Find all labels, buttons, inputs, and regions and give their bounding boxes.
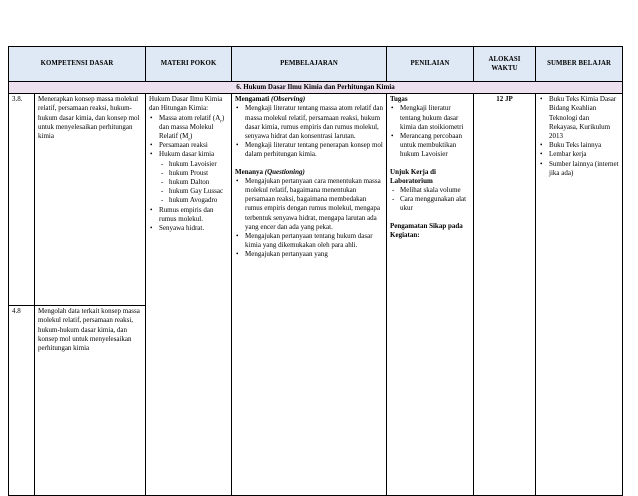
mengamati-en: (Observing) bbox=[270, 95, 306, 104]
penilaian-cell bbox=[387, 94, 474, 496]
section-row bbox=[9, 82, 623, 94]
menanya-en: (Questioning) bbox=[264, 167, 305, 176]
list-item: - Cara menggunakan alat ukur bbox=[390, 195, 470, 213]
subscript: r bbox=[188, 137, 191, 143]
sumber-cell bbox=[536, 94, 623, 496]
materi-cell bbox=[146, 94, 232, 496]
list-item: - Melihat skala volume bbox=[390, 186, 470, 195]
list-item: • Mengkaji literatur tentang penerapan konsep mol dalam perhitungan kimia. bbox=[235, 141, 383, 159]
list-item: • Sumber lainnya (internet jika ada) bbox=[539, 160, 619, 178]
list-item: - hukum Proust bbox=[159, 169, 228, 178]
list-item: • Rumus empiris dan rumus molekul. bbox=[149, 206, 228, 224]
materi-list bbox=[149, 114, 228, 234]
syllabus-table bbox=[8, 46, 623, 496]
pembelajaran-cell bbox=[232, 94, 387, 496]
list-item: • Mengkaji literatur tentang massa atom relatif dan massa molekul relatif, persamaan reaksi, hukum dasar kimia, rumus empiris dan rumus molekul, senyawa hidrat dan konsentrasi larutan. bbox=[235, 104, 383, 141]
kd-number: 3.8. bbox=[9, 94, 35, 306]
header-materi-pokok: MATERI POKOK bbox=[146, 47, 232, 82]
unjuk-kerja-heading: Unjuk Kerja di Laboratorium bbox=[390, 167, 436, 185]
pengamatan-heading: Pengamatan Sikap pada Kegiatan: bbox=[390, 221, 463, 239]
materi-hukum-dasar: Hukum dasar kimia bbox=[159, 150, 215, 159]
list-item: - hukum Avogadro bbox=[159, 196, 228, 205]
table-row bbox=[9, 94, 623, 306]
list-item: • Persamaan reaksi bbox=[149, 141, 228, 150]
list-item: • Buku Teks Kimia Dasar Bidang Keahlian Teknologi dan Rekayasa, Kurikulum 2013 bbox=[539, 95, 619, 141]
menanya-list bbox=[235, 177, 383, 260]
list-item: - hukum Gay Lussac bbox=[159, 187, 228, 196]
list-item: • Mengajukan pertanyaan tentang hukum dasar kimia yang dikemukakan oleh para ahli. bbox=[235, 232, 383, 250]
mengamati-list bbox=[235, 104, 383, 159]
header-pembelajaran: PEMBELAJARAN bbox=[232, 47, 387, 82]
section-title: 6. Hukum Dasar Ilmu Kimia dan Perhitungan Kimia bbox=[9, 82, 623, 94]
list-item: • Mengajukan pertanyaan cara menentukan massa molekul relatif, bagaimana menentukan persamaan reaksi, bagaimana membedakan rumus empiris dengan rumus molekul, mengapa terbentuk senyawa hidrat, mengapa larutan ada yang encer dan ada yang pekat. bbox=[235, 177, 383, 232]
list-item: • Mengkaji literatur tentang hukum dasar kimia dan stoikiometri bbox=[390, 104, 470, 132]
list-item: - hukum Lavoisier bbox=[159, 160, 228, 169]
tugas-heading: Tugas bbox=[390, 95, 408, 104]
list-item: - hukum Dalton bbox=[159, 178, 228, 187]
hukum-list bbox=[159, 160, 228, 206]
mengamati-label: Mengamati bbox=[235, 95, 270, 104]
header-penilaian: PENILAIAN bbox=[387, 47, 474, 82]
header-alokasi-waktu: ALOKASI WAKTU bbox=[474, 47, 536, 82]
list-item: • Senyawa hidrat. bbox=[149, 224, 228, 233]
tugas-list bbox=[390, 104, 470, 159]
menanya-heading bbox=[235, 168, 383, 177]
materi-massa-atom-end: ) bbox=[190, 132, 193, 141]
list-item: • Buku Teks lainnya bbox=[539, 141, 619, 150]
materi-massa-atom: Massa atom relatif (A bbox=[159, 113, 221, 122]
sumber-list bbox=[539, 95, 619, 178]
list-item: • Lembar kerja bbox=[539, 150, 619, 159]
kd-number: 4.8 bbox=[9, 306, 35, 496]
table-header-row bbox=[9, 47, 623, 82]
kd-text: Menerapkan konsep massa molekul relatif, persamaan reaksi, hukum-hukum dasar kimia, dan konsep mol untuk menyelesaikan perhitungan kimia bbox=[35, 94, 146, 306]
menanya-label: Menanya bbox=[235, 167, 264, 176]
unjuk-list bbox=[390, 186, 470, 214]
subscript: r bbox=[220, 119, 222, 124]
materi-massa-atom-mid: ) dan massa Molekul Relatif (M bbox=[159, 113, 225, 141]
header-kompetensi-dasar: KOMPETENSI DASAR bbox=[9, 47, 146, 82]
list-item: • Mengajukan pertanyaan yang bbox=[235, 250, 383, 259]
header-sumber-belajar: SUMBER BELAJAR bbox=[536, 47, 623, 82]
mengamati-heading bbox=[235, 95, 383, 104]
materi-title: Hukum Dasar Ilmu Kimia dan Hitungan Kimia: bbox=[149, 95, 223, 113]
alokasi-cell: 12 JP bbox=[474, 94, 536, 496]
list-item bbox=[149, 150, 228, 205]
kd-text: Mengolah data terkait konsep massa molekul relatif, persamaan reaksi, hukum-hukum dasar kimia, dan konsep mol untuk menyelesaikan perhitungan kimia bbox=[35, 306, 146, 496]
list-item bbox=[149, 114, 228, 142]
list-item: • Merancang percobaan untuk membuktikan hukum Lavoisier bbox=[390, 132, 470, 160]
